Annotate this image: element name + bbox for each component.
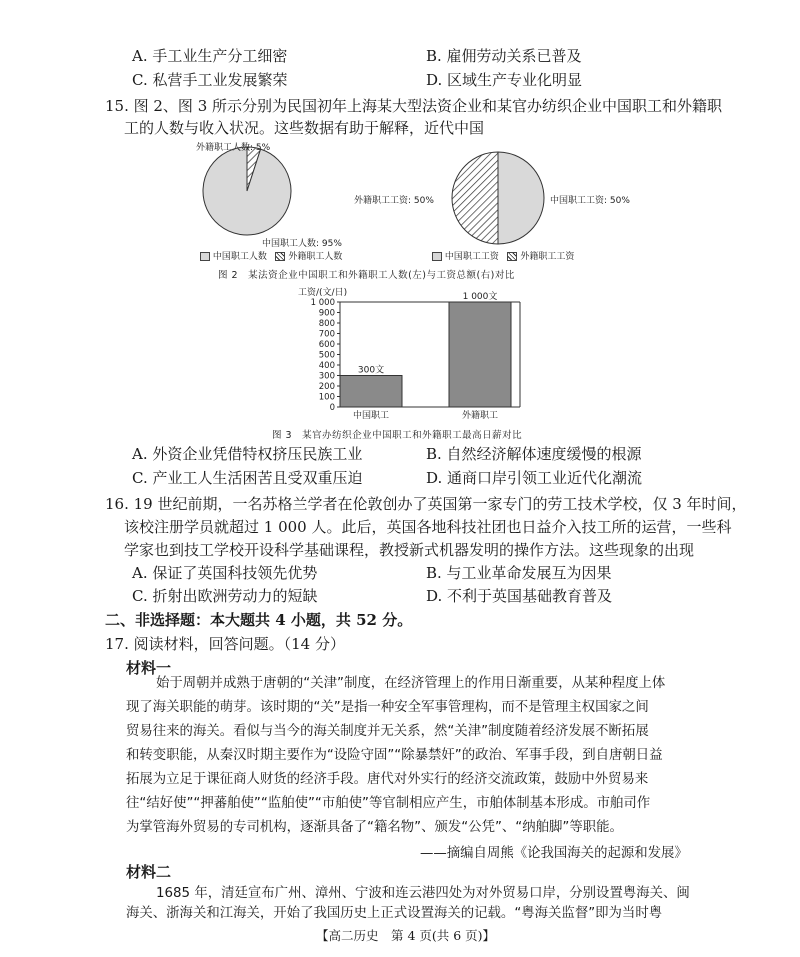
material-1-title: 材料一 [126,659,172,677]
bar-y-tick-label: 500 [318,350,335,361]
bar-y-tick-label: 600 [318,340,335,350]
q16-stem-line3: 学家也到技工学校开设科学基础课程，教授新式机器发明的操作方法。这些现象的出现 [124,541,695,559]
bar-ylabel: 工资/(文/日) [298,288,348,298]
bar-y-tick-label: 1 000 [310,298,335,308]
pie1-legend-foreign: 外籍职工人数 [288,252,343,262]
material-1-source: ——摘编自周熊《论我国海关的起源和发展》 [420,846,688,861]
pie1-label-foreign: 外籍职工人数: 5% [196,143,271,153]
q14-option-d: D. 区域生产专业化明显 [426,71,583,89]
material-1-line7: 为掌管海外贸易的专司机构，逐渐具备了“籍名物”、颁发“公凭”、“纳舶脚”等职能。 [126,820,623,835]
material-2-line1: 1685 年，清廷宣布广州、漳州、宁波和连云港四处为对外贸易口岸，分别设置粤海关、闽 [156,886,690,901]
bar-y-tick-label: 800 [318,319,335,329]
pie2-label-foreign: 外籍职工工资: 50% [354,196,434,206]
pie2-legend-chinese: 中国职工工资 [444,252,499,262]
bar-category-label: 中国职工 [352,411,390,421]
figure-3-caption: 图 3 某官办纺织企业中国职工和外籍职工最高日薪对比 [272,430,523,441]
page-footer: 【高二历史 第 4 页(共 6 页)】 [316,928,496,943]
material-2-line2: 海关、浙海关和江海关，开始了我国历史上正式设置海关的记载。“粤海关监督”即为当时粤 [126,906,663,921]
bar-y-tick-label: 900 [318,308,335,319]
bar-category-label: 外籍职工 [461,411,499,421]
q16-option-b: B. 与工业革命发展互为因果 [426,564,612,582]
bar-foreign [449,302,511,407]
q16-option-a: A. 保证了英国科技领先优势 [132,564,318,582]
figure-2-caption: 图 2 某法资企业中国职工和外籍职工人数(左)与工资总额(右)对比 [218,270,515,281]
q15-option-b: B. 自然经济解体速度缓慢的根源 [426,445,642,463]
q14-option-a: A. 手工业生产分工细密 [132,47,288,65]
bar-data-label: 300文 [357,365,385,376]
material-1-line3: 贸易往来的海关。看似与当今的海关制度并无关系，然“关津”制度随着经济发展不断拓展 [126,724,649,739]
q17-title: 17. 阅读材料，回答问题。（14 分） [105,635,345,653]
material-1-line5: 拓展为立足于课征商人财货的经济手段。唐代对外实行的经济交流政策，鼓励中外贸易来 [126,772,649,787]
bar-y-tick-label: 300 [318,371,335,382]
bar-y-tick-label: 400 [318,361,335,371]
bar-data-label: 1 000文 [462,292,498,302]
bar-y-tick-label: 200 [318,382,335,392]
q14-option-b: B. 雇佣劳动关系已普及 [426,47,582,65]
q15-option-a: A. 外资企业凭借特权挤压民族工业 [132,445,363,463]
bar-y-tick-label: 0 [329,403,335,413]
bar-chinese [340,376,402,408]
material-1-line1: 始于周朝并成熟于唐朝的“关津”制度，在经济管理上的作用日渐重要，从某种程度上体 [156,676,666,691]
material-1-line4: 和转变职能，从秦汉时期主要作为“设险守固”“除暴禁奸”的政治、军事手段，到自唐朝日益 [126,748,663,763]
pie1-legend-chinese: 中国职工人数 [212,252,267,262]
material-1-line6: 往“结好使”“押蕃舶使”“监舶使”“市舶使”等官制相应产生，市舶体制基本形成。市舶司作 [126,796,651,811]
pie1-label-chinese: 中国职工人数: 95% [262,239,342,249]
pie2-label-chinese: 中国职工工资: 50% [550,196,630,206]
material-2-title: 材料二 [126,863,172,881]
q16-option-d: D. 不利于英国基础教育普及 [426,587,613,605]
q15-stem-line1: 15. 图 2、图 3 所示分别为民国初年上海某大型法资企业和某官办纺织企业中国职工和外籍职 [105,97,723,115]
q15-stem-line2: 工的人数与收入状况。这些数据有助于解释，近代中国 [124,119,485,137]
q15-option-d: D. 通商口岸引领工业近代化潮流 [426,469,643,487]
q16-stem-line1: 16. 19 世纪前期，一名苏格兰学者在伦敦创办了英国第一家专门的劳工技术学校，仅 3 年时间， [105,495,747,513]
q16-stem-line2: 该校注册学员就超过 1 000 人。此后，英国各地科技社团也日益介入技工所的运营，一些科 [124,518,732,536]
q15-option-c: C. 产业工人生活困苦且受双重压迫 [132,469,363,487]
bar-y-tick-label: 100 [318,392,335,403]
bar-y-tick-label: 700 [318,329,335,340]
q14-option-c: C. 私营手工业发展繁荣 [132,71,288,89]
section-2-heading: 二、非选择题：本大题共 4 小题，共 52 分。 [105,611,413,629]
material-1-line2: 现了海关职能的萌芽。该时期的“关”是指一种安全军事管理构，而不是管理主权国家之间 [126,700,649,715]
pie2-legend-foreign: 外籍职工工资 [520,252,575,262]
q16-option-c: C. 折射出欧洲劳动力的短缺 [132,587,318,605]
